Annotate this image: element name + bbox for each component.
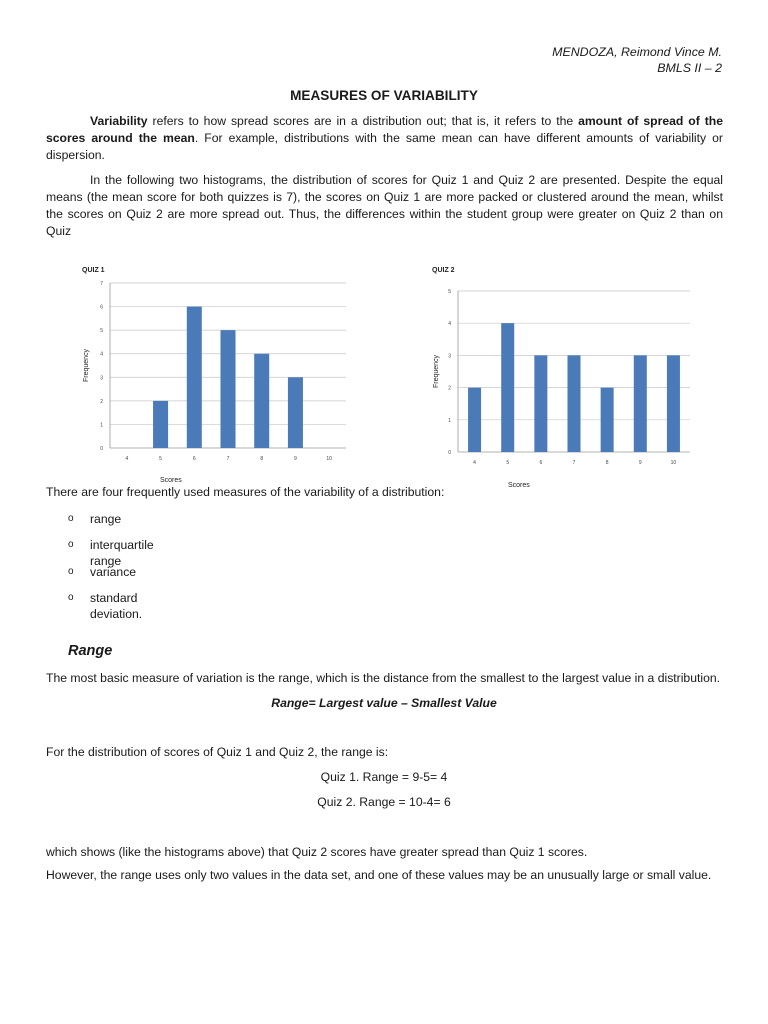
x-tick-label: 5 xyxy=(159,456,162,462)
quiz2-histogram xyxy=(428,258,708,494)
histogram-paragraph: In the following two histograms, the distribution of scores for Quiz 1 and Quiz 2 are presented. Despite the equal means (the mean score for both quizzes is 7), the scores on Quiz 1 are more packed or clustered around the mean, whilst the scores on Quiz 2 are more spread out. Thus, the differences within the student group were greater on Quiz 2 than on Quiz xyxy=(46,173,723,238)
bar-score-6 xyxy=(534,355,547,452)
y-tick-label: 4 xyxy=(448,321,451,328)
bullet-marker: o xyxy=(68,539,74,551)
bar-score-8 xyxy=(254,354,269,448)
intro-emphasis: amount of spread of the scores around the mean xyxy=(46,114,723,145)
range-caveat: However, the range uses only two values in the data set, and one of these values may be an unusually large or small value. xyxy=(46,868,712,882)
intro-text-2: . For example, distributions with the same mean can have different amounts of variability or dispersion. xyxy=(46,131,723,162)
y-tick-label: 4 xyxy=(100,351,103,358)
y-axis-title: Frequency xyxy=(433,354,440,389)
x-tick-label: 5 xyxy=(506,460,510,466)
intro-paragraph xyxy=(46,113,723,164)
y-tick-label: 2 xyxy=(100,398,103,405)
author-name: MENDOZA, Reimond Vince M. xyxy=(552,45,722,59)
bar-score-5 xyxy=(153,401,168,448)
quiz2-range: Quiz 2. Range = 10-4= 6 xyxy=(317,795,451,809)
bar-score-5 xyxy=(501,323,514,452)
x-tick-label: 9 xyxy=(638,460,642,466)
bullet-marker: o xyxy=(68,565,74,577)
x-tick-label: 4 xyxy=(473,460,476,466)
y-tick-label: 1 xyxy=(100,422,103,429)
bar-score-6 xyxy=(187,307,202,448)
y-tick-label: 5 xyxy=(100,328,103,335)
range-conclusion: which shows (like the histograms above) that Quiz 2 scores have greater spread than Quiz 1 scores. xyxy=(46,845,588,859)
x-tick-label: 8 xyxy=(605,460,609,466)
author-header xyxy=(552,44,722,76)
bullet-marker: o xyxy=(68,592,74,604)
list-item-text: standard deviation. xyxy=(90,591,143,622)
bullet-marker: o xyxy=(68,513,74,524)
y-tick-label: 7 xyxy=(100,281,103,287)
y-tick-label: 1 xyxy=(448,417,451,424)
list-item-text: variance xyxy=(90,564,137,579)
y-tick-label: 0 xyxy=(448,450,451,456)
measures-intro: There are four frequently used measures of the variability of a distribution: xyxy=(46,485,445,499)
list-item-text: interquartile range xyxy=(90,538,154,569)
bar-score-7 xyxy=(568,355,581,452)
page-title: MEASURES OF VARIABILITY xyxy=(290,88,478,103)
y-tick-label: 6 xyxy=(100,304,103,311)
quiz1-range: Quiz 1. Range = 9-5= 4 xyxy=(320,770,448,784)
bar-score-7 xyxy=(221,330,236,448)
quiz1-histogram xyxy=(78,258,358,488)
bar-score-9 xyxy=(634,355,647,452)
y-axis-title: Frequency xyxy=(83,348,90,383)
bar-score-4 xyxy=(468,388,481,452)
x-tick-label: 6 xyxy=(539,460,543,466)
range-definition: The most basic measure of variation is the range, which is the distance from the smallest to the largest value in a distribution. xyxy=(46,671,721,685)
x-tick-label: 10 xyxy=(670,460,677,466)
x-tick-label: 9 xyxy=(294,456,297,462)
list-item-text: range xyxy=(90,512,122,526)
variability-term: Variability xyxy=(90,114,148,128)
y-tick-label: 0 xyxy=(100,446,103,452)
bar-score-8 xyxy=(601,388,614,452)
range-lead: For the distribution of scores of Quiz 1 and Quiz 2, the range is: xyxy=(46,745,389,759)
range-heading: Range xyxy=(68,643,113,659)
course-section: BMLS II – 2 xyxy=(657,61,722,75)
x-axis-title: Scores xyxy=(508,482,530,489)
y-tick-label: 5 xyxy=(448,289,451,295)
y-tick-label: 2 xyxy=(448,385,451,392)
range-formula: Range= Largest value – Smallest Value xyxy=(271,696,497,710)
bar-score-10 xyxy=(667,355,680,452)
intro-text-1: refers to how spread scores are in a distribution out; that is, it refers to the xyxy=(147,114,579,128)
x-axis-title: Scores xyxy=(160,477,182,484)
x-tick-label: 7 xyxy=(572,460,576,466)
chart-title: QUIZ 1 xyxy=(82,267,105,274)
chart-title: QUIZ 2 xyxy=(432,267,455,274)
y-tick-label: 3 xyxy=(100,375,103,382)
bar-score-9 xyxy=(288,377,303,448)
x-tick-label: 6 xyxy=(192,456,196,462)
x-tick-label: 7 xyxy=(226,456,230,462)
x-tick-label: 8 xyxy=(260,456,264,462)
x-tick-label: 4 xyxy=(125,456,129,462)
y-tick-label: 3 xyxy=(448,353,451,360)
x-tick-label: 10 xyxy=(326,456,332,462)
